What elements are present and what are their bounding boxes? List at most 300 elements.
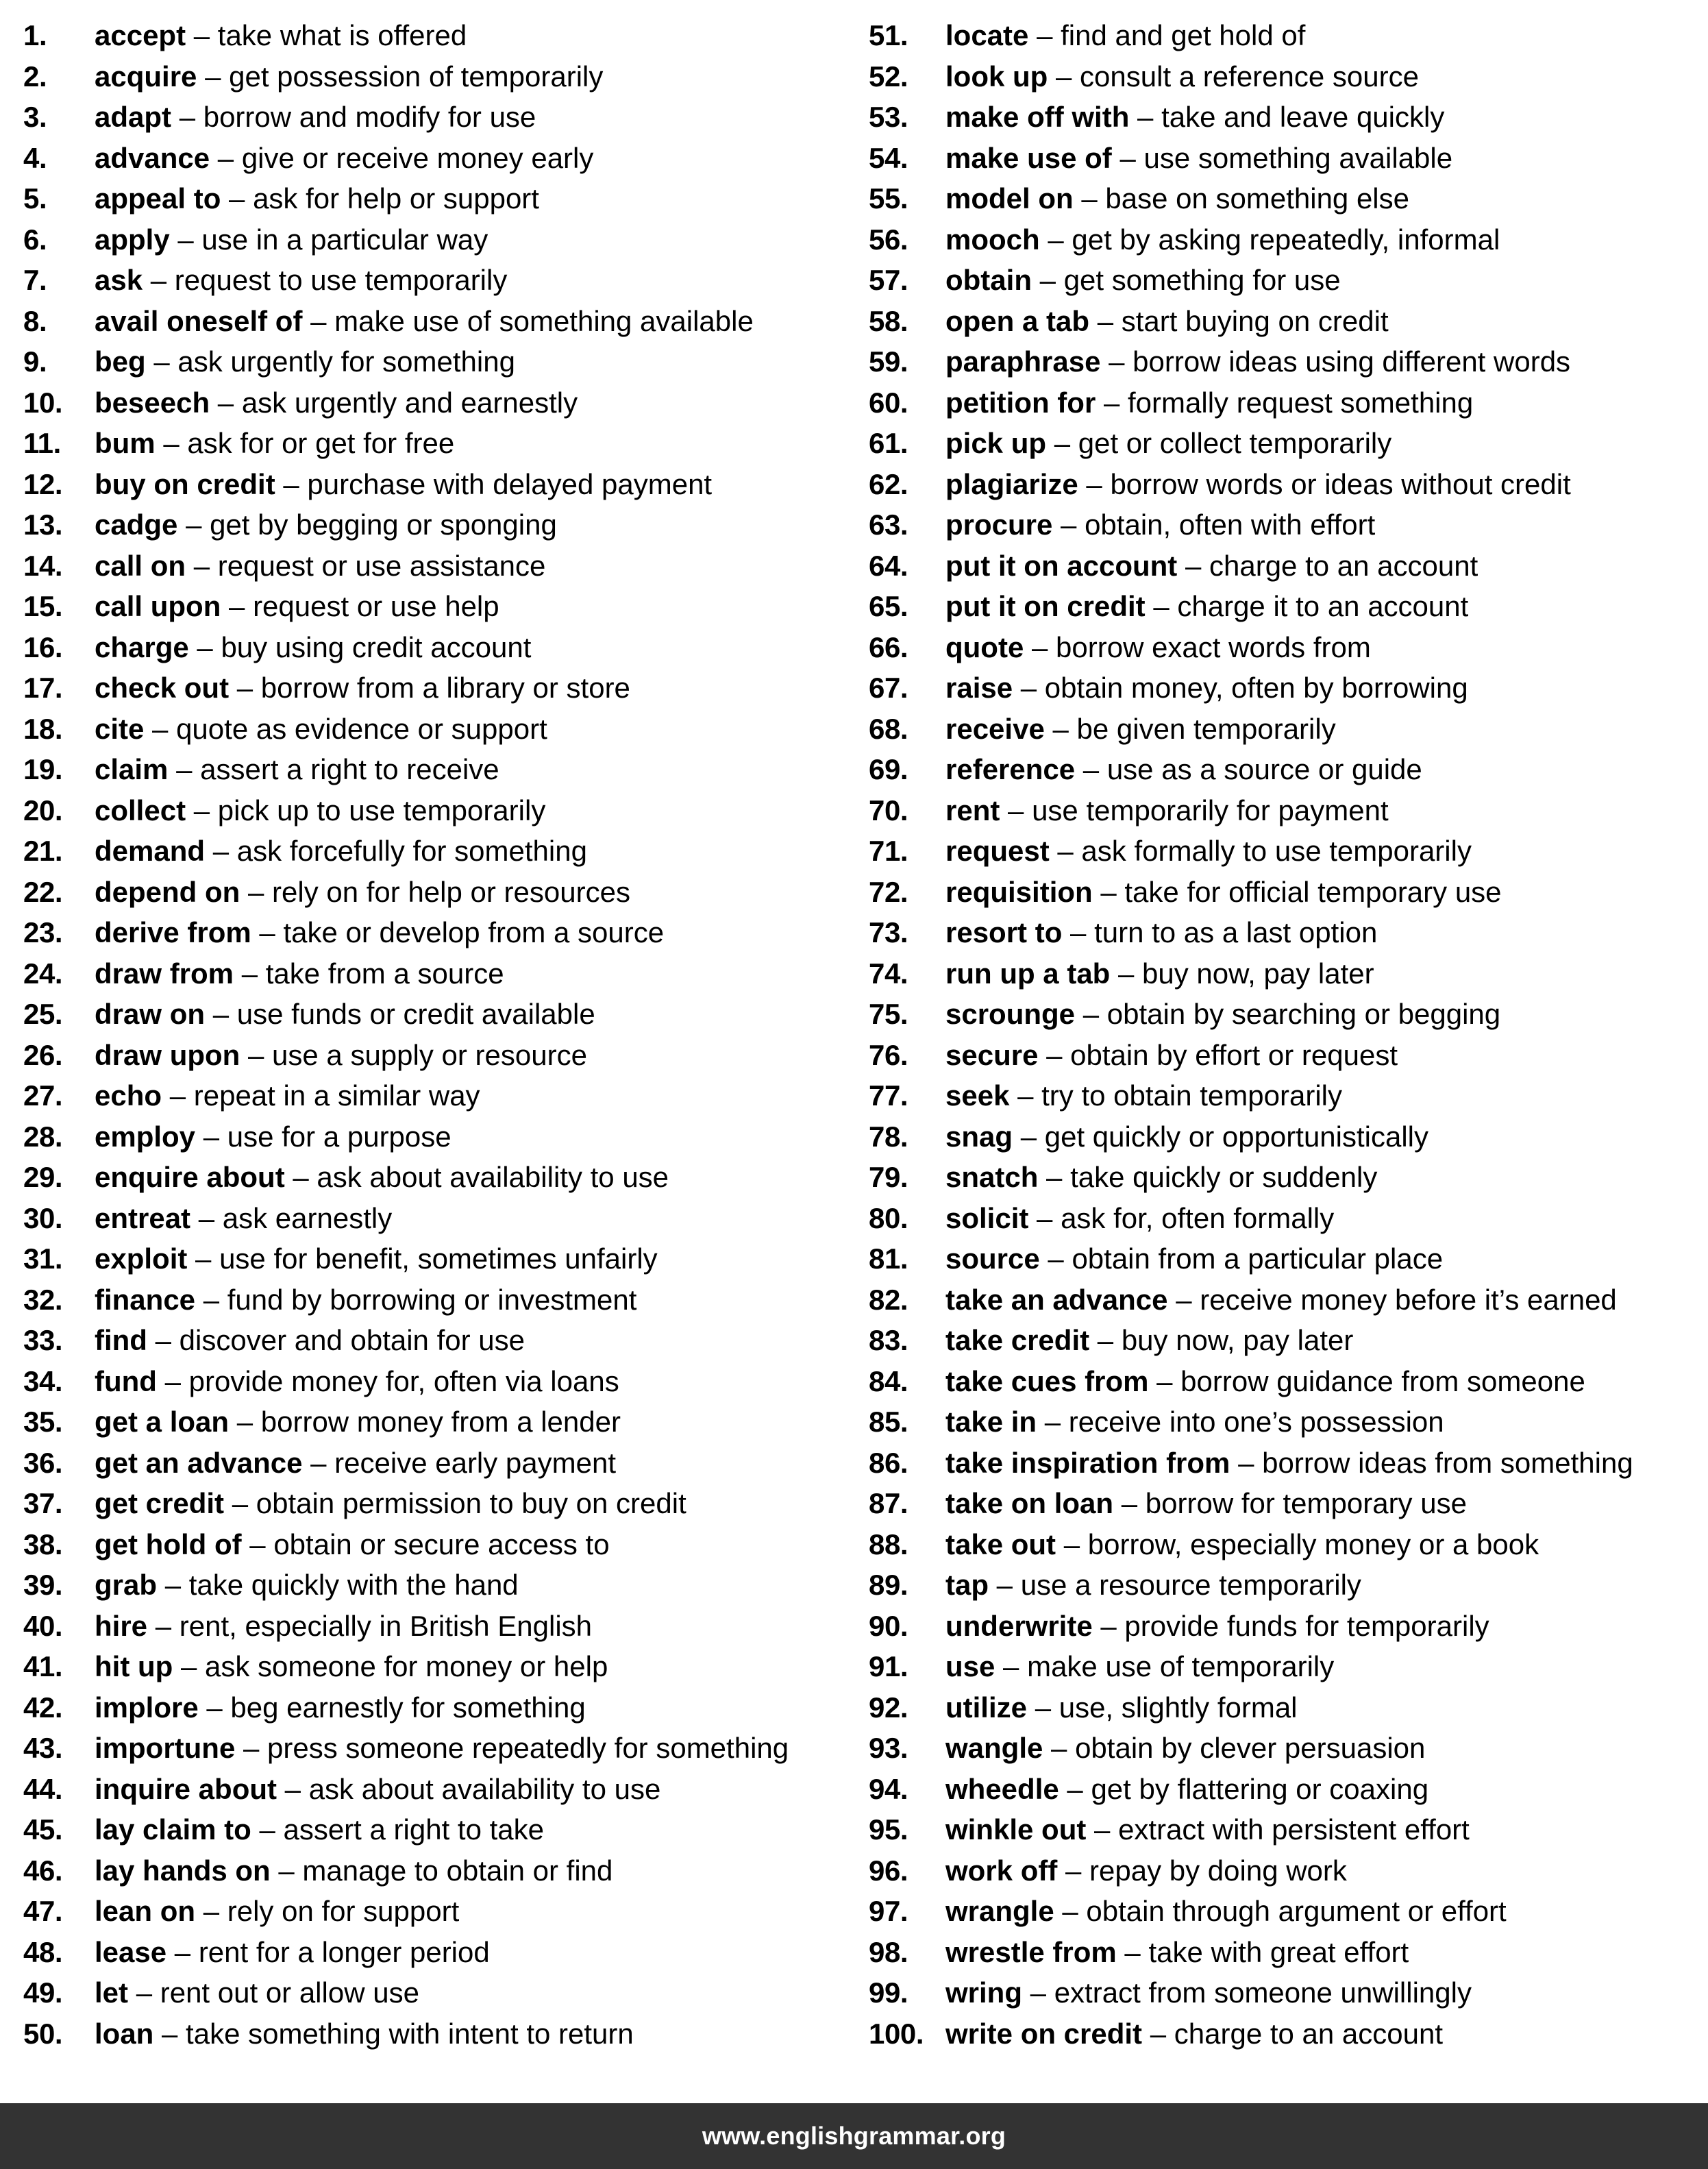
list-item-body: [95, 1361, 848, 1402]
list-item-number: 27.: [23, 1079, 63, 1112]
list-item-number: 2.: [23, 60, 47, 93]
list-item-definition: receive into one’s possession: [1068, 1406, 1444, 1438]
list-item-number: 72.: [869, 875, 908, 908]
list-item: [869, 709, 1702, 750]
list-item-body: [95, 546, 848, 587]
list-item-term: grab: [95, 1569, 158, 1601]
list-item-definition: use a resource temporarily: [1020, 1569, 1361, 1601]
list-item: [23, 341, 848, 382]
list-item: [869, 749, 1702, 790]
list-item-body: [95, 138, 848, 179]
list-item-dash: –: [1008, 794, 1024, 826]
list-item-body: [95, 1238, 848, 1279]
list-item: [23, 912, 848, 953]
list-item-body: [945, 423, 1702, 464]
list-item-dash: –: [283, 467, 299, 500]
list-item-body: [945, 1524, 1702, 1565]
list-item-number: 88.: [869, 1528, 908, 1560]
list-item-body: [945, 831, 1702, 872]
list-item-number: 7.: [23, 264, 47, 296]
list-item-body: [95, 1157, 848, 1198]
list-item-definition: extract with persistent effort: [1118, 1813, 1470, 1846]
list-item-term: ask: [95, 264, 143, 296]
list-item-body: [95, 382, 848, 424]
list-item-number: 70.: [869, 794, 908, 826]
list-item-number: 53.: [869, 101, 908, 133]
list-item-definition: start buying on credit: [1121, 304, 1389, 337]
list-item-number: 94.: [869, 1772, 908, 1805]
list-item: [869, 178, 1702, 219]
list-item-term: paraphrase: [945, 345, 1101, 378]
list-item-body: [95, 1850, 848, 1891]
list-item: [869, 1728, 1702, 1769]
list-item: [869, 953, 1702, 994]
list-item-body: [945, 341, 1702, 382]
list-item-term: lean on: [95, 1895, 196, 1927]
list-item: [869, 1035, 1702, 1076]
list-item-number: 96.: [869, 1854, 908, 1887]
list-item: [23, 709, 848, 750]
list-item-number: 38.: [23, 1528, 63, 1560]
list-item-body: [95, 1483, 848, 1524]
list-item-definition: obtain by effort or request: [1070, 1038, 1398, 1071]
list-item-dash: –: [229, 182, 245, 215]
list-item-number: 10.: [23, 386, 63, 419]
list-item-number: 8.: [23, 304, 47, 337]
list-item-dash: –: [1020, 672, 1037, 704]
list-item-number: 68.: [869, 712, 908, 745]
list-item-dash: –: [996, 1569, 1013, 1601]
list-item-definition: get by flattering or coaxing: [1091, 1772, 1429, 1805]
list-item-dash: –: [1048, 223, 1064, 256]
list-item-dash: –: [1046, 1161, 1063, 1193]
list-item-number: 75.: [869, 998, 908, 1030]
list-item: [869, 1972, 1702, 2013]
list-item-term: lay claim to: [95, 1813, 251, 1846]
list-item-term: reference: [945, 753, 1076, 785]
list-item-dash: –: [236, 1406, 253, 1438]
list-item-dash: –: [1176, 1283, 1192, 1316]
list-item-body: [95, 2013, 848, 2055]
list-item-term: run up a tab: [945, 957, 1111, 990]
list-item-definition: buy using credit account: [221, 630, 532, 663]
list-item-term: make off with: [945, 101, 1130, 133]
list-item-dash: –: [1067, 1772, 1083, 1805]
list-item: [23, 1728, 848, 1769]
list-item-term: beseech: [95, 386, 210, 419]
list-item: [869, 1361, 1702, 1402]
list-item-dash: –: [193, 19, 210, 51]
list-item: [869, 790, 1702, 831]
list-item-term: requisition: [945, 875, 1093, 908]
list-item-body: [945, 504, 1702, 546]
list-item-number: 48.: [23, 1935, 63, 1968]
list-item-dash: –: [212, 835, 230, 867]
list-item-definition: obtain money, often by borrowing: [1044, 672, 1468, 704]
list-item-dash: –: [1100, 875, 1117, 908]
list-item-definition: charge to an account: [1174, 2017, 1444, 2050]
list-item-dash: –: [1185, 549, 1202, 582]
list-item-definition: use, slightly formal: [1059, 1691, 1298, 1724]
list-item-dash: –: [1030, 1976, 1047, 2009]
list-item-definition: ask earnestly: [222, 1201, 393, 1234]
list-item-dash: –: [284, 1772, 301, 1805]
list-item-dash: –: [1037, 1201, 1053, 1234]
list-item-definition: obtain by searching or begging: [1106, 998, 1501, 1030]
list-item-definition: press someone repeatedly for something: [267, 1732, 789, 1764]
list-item-dash: –: [177, 223, 194, 256]
list-item-number: 93.: [869, 1732, 908, 1764]
list-item-definition: use temporarily for payment: [1032, 794, 1389, 826]
list-item-body: [95, 1198, 848, 1239]
list-item-dash: –: [1086, 467, 1102, 500]
list-item-term: inquire about: [95, 1772, 277, 1805]
list-item-term: quote: [945, 630, 1024, 663]
list-item: [23, 1279, 848, 1321]
list-item-number: 91.: [869, 1650, 908, 1682]
list-item-dash: –: [205, 60, 221, 93]
list-item-dash: –: [1119, 141, 1136, 174]
list-item-body: [945, 97, 1702, 138]
list-item-definition: turn to as a last option: [1094, 916, 1378, 948]
list-item-number: 12.: [23, 467, 63, 500]
list-item-definition: borrow money from a lender: [260, 1406, 621, 1438]
list-item: [23, 1972, 848, 2013]
list-item-term: raise: [945, 672, 1013, 704]
list-item-term: avail oneself of: [95, 304, 303, 337]
list-item-number: 24.: [23, 957, 63, 990]
list-item-body: [945, 1932, 1702, 1973]
list-item: [23, 1565, 848, 1606]
list-item-dash: –: [248, 1038, 264, 1071]
list-item: [23, 56, 848, 97]
list-item-body: [95, 1606, 848, 1647]
list-item-number: 81.: [869, 1242, 908, 1275]
list-item: [23, 1035, 848, 1076]
list-item-definition: receive money before it’s earned: [1200, 1283, 1617, 1316]
list-item-term: tap: [945, 1569, 989, 1601]
list-item-body: [945, 1361, 1702, 1402]
list-item-number: 64.: [869, 549, 908, 582]
list-item-term: call upon: [95, 590, 221, 622]
list-item-term: underwrite: [945, 1609, 1093, 1642]
list-item-number: 89.: [869, 1569, 908, 1601]
list-item-definition: rent, especially in British English: [179, 1609, 593, 1642]
list-item-dash: –: [1070, 916, 1087, 948]
list-item-dash: –: [1124, 1935, 1141, 1968]
list-item-number: 30.: [23, 1201, 63, 1234]
list-item-body: [95, 586, 848, 627]
list-item-number: 16.: [23, 630, 63, 663]
list-item-dash: –: [1097, 304, 1114, 337]
list-item-dash: –: [174, 1935, 191, 1968]
list-item-number: 95.: [869, 1813, 908, 1846]
list-item: [23, 423, 848, 464]
list-item: [23, 301, 848, 342]
list-item-definition: take something with intent to return: [186, 2017, 634, 2050]
list-item-definition: borrow and modify for use: [203, 101, 536, 133]
list-item-dash: –: [1062, 1895, 1078, 1927]
list-item-body: [95, 1809, 848, 1850]
list-item-number: 55.: [869, 182, 908, 215]
list-item-dash: –: [198, 1201, 215, 1234]
list-item-dash: –: [1109, 345, 1125, 378]
list-item-number: 40.: [23, 1609, 63, 1642]
list-item-body: [945, 546, 1702, 587]
list-item-number: 84.: [869, 1364, 908, 1397]
list-item: [23, 790, 848, 831]
list-item: [23, 1401, 848, 1443]
list-item-definition: obtain permission to buy on credit: [256, 1487, 686, 1519]
list-item: [869, 1320, 1702, 1361]
list-item-number: 54.: [869, 141, 908, 174]
list-item: [869, 1687, 1702, 1728]
list-item-definition: extract from someone unwillingly: [1054, 1976, 1472, 2009]
list-item: [23, 178, 848, 219]
list-item: [869, 1157, 1702, 1198]
list-item-term: snatch: [945, 1161, 1039, 1193]
list-item: [869, 97, 1702, 138]
list-item: [869, 1075, 1702, 1116]
list-item-term: open a tab: [945, 304, 1090, 337]
list-item-body: [95, 1646, 848, 1687]
list-item: [23, 1932, 848, 1973]
list-item-term: find: [95, 1324, 147, 1356]
list-item-dash: –: [1063, 1528, 1080, 1560]
list-item-definition: get or collect temporarily: [1078, 427, 1392, 459]
list-item-body: [945, 1443, 1702, 1484]
list-item-term: mooch: [945, 223, 1040, 256]
list-item: [23, 1809, 848, 1850]
list-item: [23, 953, 848, 994]
list-item-dash: –: [193, 794, 210, 826]
list-item-number: 63.: [869, 508, 908, 541]
list-item: [23, 504, 848, 546]
list-item-number: 22.: [23, 875, 63, 908]
list-item-dash: –: [259, 916, 275, 948]
list-item-dash: –: [310, 304, 327, 337]
list-item-definition: rent out or allow use: [160, 1976, 419, 2009]
list-item-number: 19.: [23, 753, 63, 785]
list-item-term: obtain: [945, 264, 1032, 296]
list-item-dash: –: [1003, 1650, 1019, 1682]
list-item-dash: –: [1238, 1446, 1254, 1479]
left-column: [0, 15, 854, 2054]
list-item-number: 60.: [869, 386, 908, 419]
list-item: [23, 1769, 848, 1810]
list-item-body: [945, 1075, 1702, 1116]
list-item-number: 99.: [869, 1976, 908, 2009]
list-item-term: hire: [95, 1609, 148, 1642]
list-item-term: enquire about: [95, 1161, 285, 1193]
list-item-definition: buy now, pay later: [1121, 1324, 1354, 1356]
list-item-term: cadge: [95, 508, 178, 541]
list-item: [23, 1606, 848, 1647]
list-item-definition: ask about availability to use: [317, 1161, 669, 1193]
list-item: [869, 1116, 1702, 1157]
list-item-definition: base on something else: [1105, 182, 1409, 215]
list-item: [869, 1483, 1702, 1524]
list-item-body: [95, 56, 848, 97]
list-item: [23, 546, 848, 587]
list-item-dash: –: [152, 712, 169, 745]
list-item-body: [95, 749, 848, 790]
right-column: [854, 15, 1707, 2054]
list-item-term: plagiarize: [945, 467, 1078, 500]
list-item: [869, 912, 1702, 953]
list-item-body: [945, 709, 1702, 750]
list-item-term: locate: [945, 19, 1029, 51]
list-item-body: [945, 1646, 1702, 1687]
list-item-body: [95, 1932, 848, 1973]
list-item-dash: –: [310, 1446, 327, 1479]
list-item-body: [945, 1565, 1702, 1606]
list-item-definition: charge it to an account: [1177, 590, 1469, 622]
list-item-number: 76.: [869, 1038, 908, 1071]
list-item-definition: borrow, especially money or a book: [1087, 1528, 1539, 1560]
list-item-dash: –: [150, 264, 167, 296]
list-item-term: acquire: [95, 60, 197, 93]
list-item-dash: –: [232, 1487, 249, 1519]
list-item-number: 66.: [869, 630, 908, 663]
list-item-body: [945, 1809, 1702, 1850]
list-item: [869, 15, 1702, 56]
list-item: [869, 994, 1702, 1035]
list-item: [23, 1157, 848, 1198]
list-item-term: wangle: [945, 1732, 1043, 1764]
list-item-body: [95, 1116, 848, 1157]
list-item-dash: –: [1121, 1487, 1138, 1519]
list-item-dash: –: [203, 1895, 220, 1927]
list-item-number: 62.: [869, 467, 908, 500]
list-item-number: 92.: [869, 1691, 908, 1724]
list-item-body: [945, 260, 1702, 301]
list-item: [869, 1443, 1702, 1484]
list-item-definition: use funds or credit available: [236, 998, 595, 1030]
list-item-definition: take for official temporary use: [1124, 875, 1502, 908]
list-item: [869, 546, 1702, 587]
list-item-definition: assert a right to receive: [200, 753, 499, 785]
list-item-definition: request or use assistance: [217, 549, 546, 582]
list-item-number: 58.: [869, 304, 908, 337]
list-item-dash: –: [155, 1609, 172, 1642]
list-item-term: buy on credit: [95, 467, 275, 500]
list-item-number: 85.: [869, 1406, 908, 1438]
list-item-term: use: [945, 1650, 995, 1682]
list-item-term: lease: [95, 1935, 167, 1968]
list-item-term: take credit: [945, 1324, 1090, 1356]
list-item-dash: –: [1048, 1242, 1064, 1275]
list-item: [23, 627, 848, 668]
list-item-term: adapt: [95, 101, 172, 133]
list-item-dash: –: [1031, 630, 1048, 663]
list-item-term: take in: [945, 1406, 1037, 1438]
list-item-dash: –: [1039, 264, 1056, 296]
list-item-term: cite: [95, 712, 145, 745]
list-item-dash: –: [164, 1569, 182, 1601]
list-item-number: 1.: [23, 19, 47, 51]
list-item: [23, 1687, 848, 1728]
list-item-dash: –: [1097, 1324, 1114, 1356]
list-item-dash: –: [293, 1161, 309, 1193]
list-item: [869, 1606, 1702, 1647]
list-item-definition: try to obtain temporarily: [1041, 1079, 1342, 1112]
list-item-dash: –: [162, 2017, 178, 2050]
list-item-body: [95, 1443, 848, 1484]
list-item-term: take an advance: [945, 1283, 1168, 1316]
list-item-term: apply: [95, 223, 170, 256]
list-item-definition: take what is offered: [217, 19, 467, 51]
list-item-definition: take from a source: [265, 957, 504, 990]
list-item-body: [95, 301, 848, 342]
list-item-number: 43.: [23, 1732, 63, 1764]
list-item-number: 32.: [23, 1283, 63, 1316]
list-item-definition: obtain through argument or effort: [1086, 1895, 1507, 1927]
list-item-body: [945, 1238, 1702, 1279]
list-item-definition: find and get hold of: [1061, 19, 1306, 51]
list-item-term: take out: [945, 1528, 1056, 1560]
list-item: [869, 1891, 1702, 1932]
list-item-dash: –: [1037, 19, 1053, 51]
list-item-body: [95, 667, 848, 709]
list-item: [23, 1891, 848, 1932]
list-item-body: [945, 1116, 1702, 1157]
list-item-number: 45.: [23, 1813, 63, 1846]
list-item-term: winkle out: [945, 1813, 1087, 1846]
list-item-term: get a loan: [95, 1406, 230, 1438]
list-item-term: procure: [945, 508, 1053, 541]
list-item-body: [95, 178, 848, 219]
list-item: [869, 1850, 1702, 1891]
list-item-dash: –: [1035, 1691, 1052, 1724]
list-item-definition: request or use help: [253, 590, 499, 622]
list-item-dash: –: [179, 101, 196, 133]
list-item-definition: provide money for, often via loans: [188, 1364, 619, 1397]
list-item-body: [95, 831, 848, 872]
list-item: [869, 1809, 1702, 1850]
list-item-number: 41.: [23, 1650, 63, 1682]
list-item-term: entreat: [95, 1201, 191, 1234]
list-item-definition: use for a purpose: [227, 1120, 451, 1153]
list-item: [23, 1320, 848, 1361]
list-item-body: [95, 872, 848, 913]
list-item-body: [95, 97, 848, 138]
list-item-term: employ: [95, 1120, 196, 1153]
list-item-dash: –: [212, 998, 230, 1030]
list-item: [869, 1932, 1702, 1973]
list-item-body: [945, 1279, 1702, 1321]
list-item-definition: use as a source or guide: [1106, 753, 1422, 785]
list-item: [869, 301, 1702, 342]
list-item-number: 44.: [23, 1772, 63, 1805]
list-item-number: 6.: [23, 223, 47, 256]
list-item-number: 20.: [23, 794, 63, 826]
list-item-dash: –: [217, 141, 234, 174]
list-item-dash: –: [203, 1120, 220, 1153]
list-item-number: 51.: [869, 19, 908, 51]
list-item: [23, 1198, 848, 1239]
list-item-dash: –: [153, 345, 170, 378]
list-item-term: hit up: [95, 1650, 173, 1682]
list-item-term: get hold of: [95, 1528, 242, 1560]
list-item-number: 97.: [869, 1895, 908, 1927]
list-item-body: [95, 1687, 848, 1728]
list-item-term: get an advance: [95, 1446, 303, 1479]
list-item-number: 17.: [23, 672, 63, 704]
list-item-number: 77.: [869, 1079, 908, 1112]
list-item-term: derive from: [95, 916, 251, 948]
list-item-number: 36.: [23, 1446, 63, 1479]
